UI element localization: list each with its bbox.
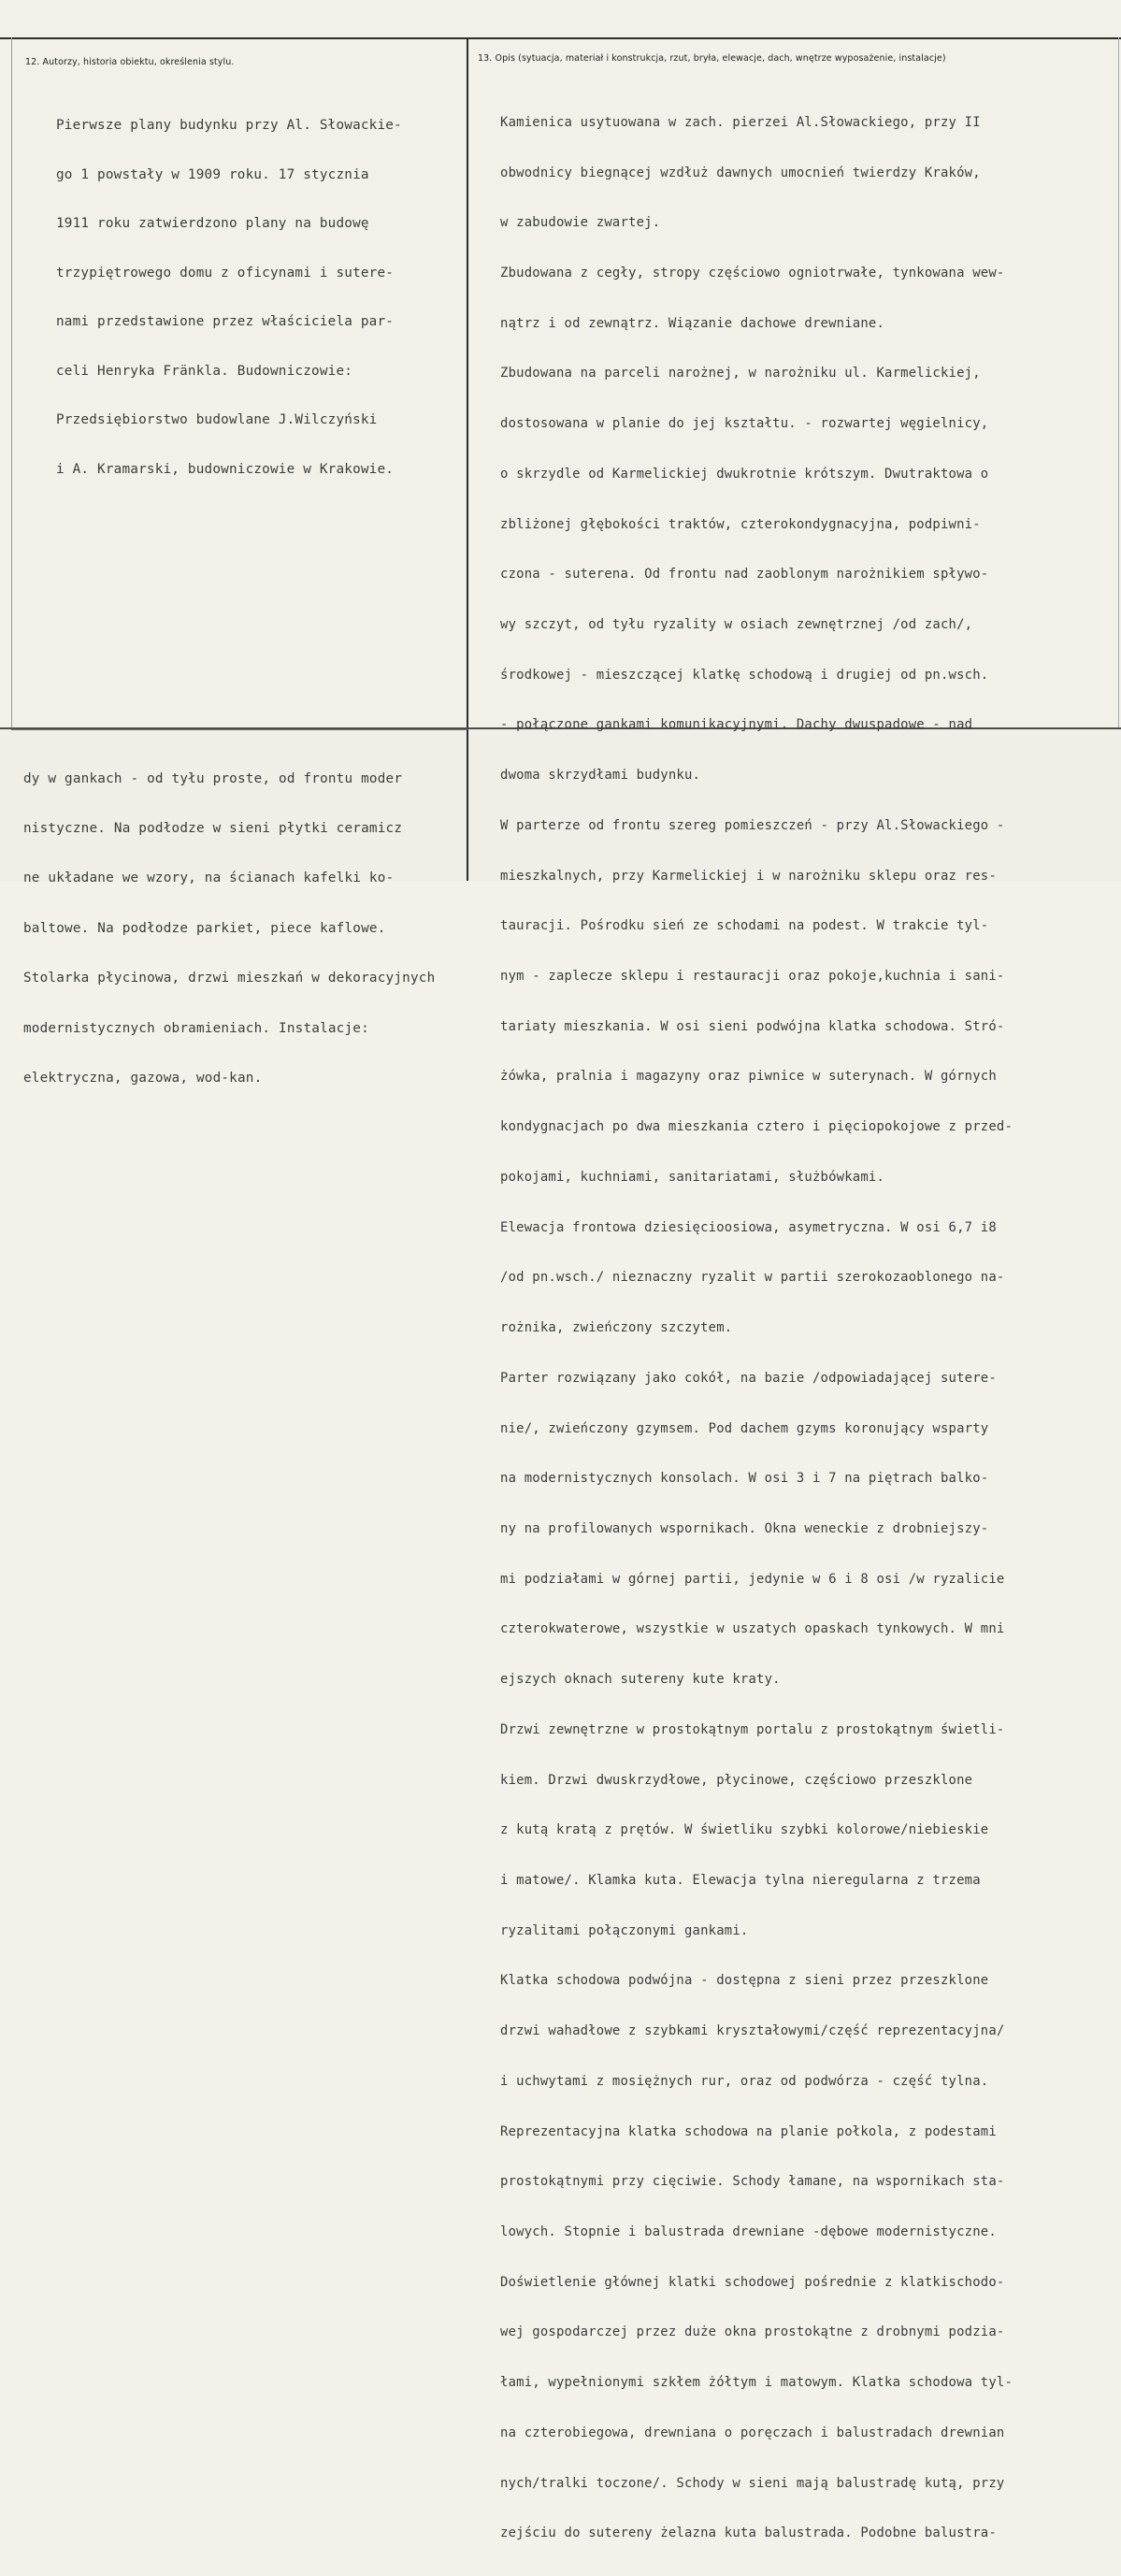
text-line: żówka, pralnia i magazyny oraz piwnice w suterynach. W górnych <box>500 1069 997 1085</box>
text-line: ejszych oknach sutereny kute kraty. <box>500 1672 781 1688</box>
text-line: wy szczyt, od tyłu ryzality w osiach zewnętrznej /od zach/, <box>500 617 973 632</box>
text-line: mi podziałami w górnej partii, jedynie w 6 i 8 osi /w ryzalicie <box>500 1571 1005 1587</box>
text-line: 1911 roku zatwierdzono plany na budowę <box>56 216 369 231</box>
text-line: ryzalitami połączonymi gankami. <box>500 1922 749 1938</box>
text-line: nątrz i od zewnątrz. Wiązanie dachowe drewniane. <box>500 315 885 331</box>
text-line: zbliżonej głębokości traktów, czterokondygnacyjna, podpiwni- <box>500 516 981 532</box>
text-line: elektryczna, gazowa, wod-kan. <box>23 1070 263 1086</box>
text-line: lowych. Stopnie i balustrada drewniane -dębowe modernistyczne. <box>500 2224 997 2239</box>
text-line: tariaty mieszkania. W osi sieni podwójna klatka schodowa. Stró- <box>500 1018 1005 1034</box>
text-line: celi Henryka Fränkla. Budowniczowie: <box>56 363 353 379</box>
text-line: i A. Kramarski, budowniczowie w Krakowie. <box>56 461 395 477</box>
text-line: Stolarka płycinowa, drzwi mieszkań w dekoracyjnych <box>23 971 436 986</box>
text-line: go 1 powstały w 1909 roku. 17 stycznia <box>56 166 369 182</box>
column-divider <box>467 37 468 881</box>
text-line: kiem. Drzwi dwuskrzydłowe, płycinowe, częściowo przeszklone <box>500 1772 973 1788</box>
text-line: w zabudowie zwartej. <box>500 215 661 231</box>
section-13-heading: 13. Opis (sytuacja, materiał i konstrukcja, rzut, bryła, elewacje, dach, wnętrze wyposażenie, instalacje) <box>478 53 946 64</box>
text-line: modernistycznych obramieniach. Instalacje: <box>23 1020 369 1036</box>
text-line: /od pn.wsch./ nieznaczny ryzalit w partii szerokozaoblonego na- <box>500 1270 1005 1286</box>
text-line: Elewacja frontowa dziesięcioosiowa, asymetryczna. W osi 6,7 i8 <box>500 1219 997 1235</box>
section-12-heading: 12. Autorzy, historia obiektu, określenia stylu. <box>25 57 235 67</box>
text-line: mieszkalnych, przy Karmelickiej i w narożniku sklepu oraz res- <box>500 868 997 884</box>
continuation-text <box>23 738 435 1120</box>
section-12-text <box>56 85 402 511</box>
text-line: - połączone gankami komunikacyjnymi. Dachy dwuspadowe - nad <box>500 717 973 733</box>
right-border-rule <box>1118 37 1119 729</box>
text-line: Drzwi zewnętrzne w prostokątnym portalu z prostokątnym świetli- <box>500 1721 1005 1737</box>
text-line: nie/, zwieńczony gzymsem. Pod dachem gzyms koronujący wsparty <box>500 1420 989 1436</box>
text-line: czona - suterena. Od frontu nad zaoblonym narożnikiem spływo- <box>500 567 989 583</box>
text-line: trzypiętrowego domu z oficynami i sutere- <box>56 265 395 281</box>
text-line: Parter rozwiązany jako cokół, na bazie /odpowiadającej sutere- <box>500 1370 997 1386</box>
text-line: ne układane we wzory, na ścianach kafelki ko- <box>23 871 395 886</box>
text-line: Doświetlenie głównej klatki schodowej pośrednie z klatkischodo- <box>500 2274 1005 2290</box>
text-line: zejściu do sutereny żelazna kuta balustrada. Podobne balustra- <box>500 2526 997 2541</box>
text-line: o skrzydle od Karmelickiej dwukrotnie krótszym. Dwutraktowa o <box>500 466 989 482</box>
text-line: Pierwsze plany budynku przy Al. Słowackie- <box>56 118 402 133</box>
text-line: tauracji. Pośrodku sień ze schodami na podest. W trakcie tyl- <box>500 918 989 934</box>
text-line: Przedsiębiorstwo budowlane J.Wilczyński <box>56 412 378 427</box>
text-line: i uchwytami z mosiężnych rur, oraz od podwórza - część tylna. <box>500 2073 989 2089</box>
text-line: środkowej - mieszczącej klatkę schodową i drugiej od pn.wsch. <box>500 667 989 683</box>
text-line: kondygnacjach po dwa mieszkania cztero i pięciopokojowe z przed- <box>500 1119 1013 1135</box>
top-rule <box>0 37 1121 39</box>
text-line: Klatka schodowa podwójna - dostępna z sieni przez przeszklone <box>500 1973 989 1989</box>
text-line: nych/tralki toczone/. Schody w sieni mają balustradę kutą, przy <box>500 2475 1005 2491</box>
text-line: Zbudowana na parceli narożnej, w narożniku ul. Karmelickiej, <box>500 366 981 381</box>
section-13-text <box>500 81 1013 2576</box>
text-line: z kutą kratą z prętów. W świetliku szybki kolorowe/niebieskie <box>500 1822 989 1838</box>
text-line: W parterze od frontu szereg pomieszczeń - przy Al.Słowackiego - <box>500 817 1005 833</box>
text-line: dwoma skrzydłami budynku. <box>500 768 701 784</box>
left-border-rule <box>11 37 12 729</box>
text-line: Zbudowana z cegły, stropy częściowo ogniotrwałe, tynkowana wew- <box>500 265 1005 281</box>
text-line: baltowe. Na podłodze parkiet, piece kaflowe. <box>23 920 386 936</box>
text-line: pokojami, kuchniami, sanitariatami, służbówkami. <box>500 1169 885 1185</box>
text-line: rożnika, zwieńczony szczytem. <box>500 1320 733 1336</box>
text-line: Reprezentacyjna klatka schodowa na planie połkola, z podestami <box>500 2123 997 2139</box>
text-line: prostokątnymi przy cięciwie. Schody łamane, na wspornikach sta- <box>500 2174 1005 2190</box>
text-line: nistyczne. Na podłodze w sieni płytki ceramicz <box>23 820 403 836</box>
lower-rule <box>11 729 467 730</box>
text-line: czterokwaterowe, wszystkie w uszatych opaskach tynkowych. W mni <box>500 1621 1005 1637</box>
text-line: dostosowana w planie do jej kształtu. - rozwartej węgielnicy, <box>500 416 989 432</box>
text-line: na modernistycznych konsolach. W osi 3 i 7 na piętrach balko- <box>500 1471 989 1487</box>
text-line: drzwi wahadłowe z szybkami kryształowymi/część reprezentacyjna/ <box>500 2023 1005 2039</box>
text-line: nami przedstawione przez właściciela par- <box>56 314 395 329</box>
text-line: obwodnicy biegnącej wzdłuż dawnych umocnień twierdzy Kraków, <box>500 165 981 180</box>
text-line: łami, wypełnionymi szkłem żółtym i matowym. Klatka schodowa tyl- <box>500 2375 1013 2391</box>
text-line: Kamienica usytuowana w zach. pierzei Al.Słowackiego, przy II <box>500 114 981 130</box>
text-line: nym - zaplecze sklepu i restauracji oraz pokoje,kuchnia i sani- <box>500 969 1005 985</box>
text-line: i matowe/. Klamka kuta. Elewacja tylna nieregularna z trzema <box>500 1872 981 1888</box>
text-line: ny na profilowanych wspornikach. Okna weneckie z drobniejszy- <box>500 1520 989 1536</box>
text-line: dy w gankach - od tyłu proste, od frontu moder <box>23 770 403 786</box>
text-line: na czterobiegowa, drewniana o poręczach i balustradach drewnian <box>500 2425 1005 2440</box>
text-line: wej gospodarczej przez duże okna prostokątne z drobnymi podzia- <box>500 2324 1005 2340</box>
